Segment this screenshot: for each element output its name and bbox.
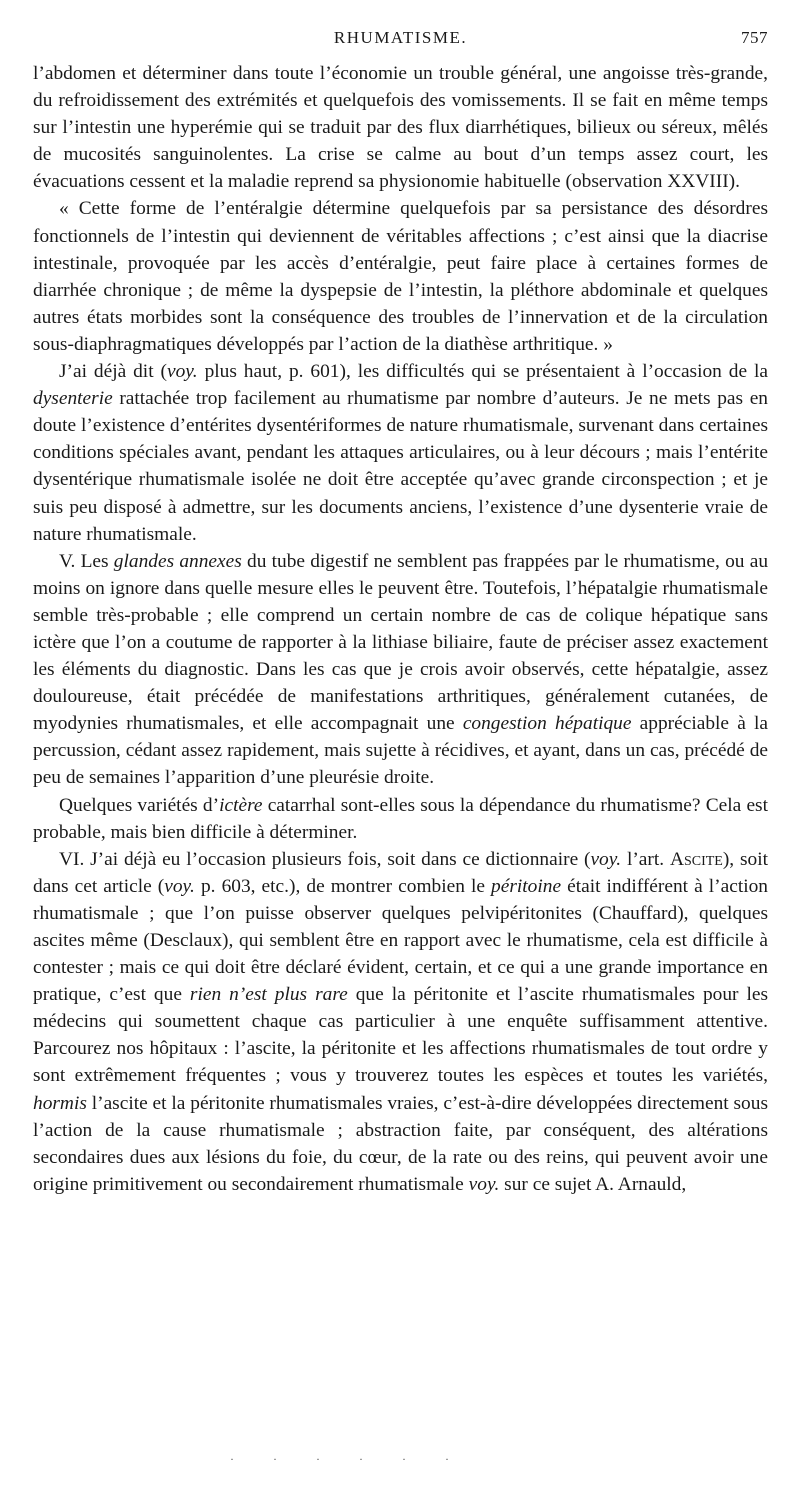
italic-text: voy. — [166, 361, 198, 383]
text-run: était indifférent à l’action rhumatismale ; que l’on puisse observer quelques pelvipéritonites (Chauffard), quelques ascites même (Desclaux), qui semblent être en rapport avec le rhumatisme, cela est difficile à contester ; mais ce qui doit être déclaré évident, certain, et ce qui a une grande importance en pratique, c’est que — [33, 875, 768, 1006]
italic-text: congestion hépatique — [462, 713, 632, 735]
italic-text: hormis — [33, 1092, 87, 1114]
text-run: p. 603, etc.), de montrer combien le — [194, 875, 492, 897]
italic-text: glandes annexes — [113, 550, 242, 572]
italic-text: dysenterie — [33, 388, 113, 410]
text-run: du tube digestif ne semblent pas frappées par le rhumatisme, ou au moins on ignore dans quelle mesure elles le peuvent être. Toutefois, l’hépatalgie rhumatismale semble très-probable ; elle comprend un certain nombre de cas de colique hépatique sans ictère que l’on a coutume de rapporter à la lithiase biliaire, faute de préciser assez exactement les éléments du diagnostic. Dans les cas que je crois avoir observés, cette hépatalgie, assez douloureuse, était précédée de manifestations arthritiques, généralement cutanées, de myodynies rhumatismales, et elle accompagnait une — [33, 550, 769, 735]
body-text — [33, 60, 768, 1198]
text-run: que la péritonite et l’ascite rhumatismales pour les médecins qui soumettent chaque cas particulier à une enquête suffisamment attentive. Parcourez nos hôpitaux : l’ascite, la péritonite et les affections rhumatismales de tout ordre y sont extrêmement fréquentes ; vous y trouverez toutes les espèces et toutes les variétés, — [33, 984, 769, 1087]
running-head — [33, 28, 768, 56]
text-run: J’ai déjà dit ( — [59, 361, 167, 383]
text-run: plus haut, p. 601), les difficultés qui se présentaient à l’occasion de la — [197, 361, 768, 383]
running-title: RHUMATISME. — [333, 28, 468, 47]
text-run: VI. J’ai déjà eu l’occasion plusieurs fois, soit dans ce dictionnaire ( — [59, 848, 591, 870]
italic-text: ictère — [219, 794, 263, 816]
page-number: 757 — [741, 28, 768, 47]
italic-text: voy. — [590, 848, 622, 870]
text-run: rattachée trop facilement au rhumatisme par nombre d’auteurs. Je ne mets pas en doute l’existence d’entérites dysentériformes de nature rhumatismale, survenant dans certaines conditions spéciales avant, pendant les attaques articulaires, ou à leur décours ; mais l’entérite dysentérique rhumatismale isolée ne doit être acceptée qu’avec grande circonspection ; et je suis peu disposé à admettre, sur les documents anciens, l’existence d’une dysenterie vraie de nature rhumatismale. — [33, 388, 768, 545]
italic-text: rien n’est plus rare — [189, 984, 348, 1006]
text-run: sur ce sujet A. Arnauld, — [499, 1173, 687, 1195]
book-page — [33, 28, 768, 1198]
text-run: catarrhal sont-elles sous la dépendance du rhumatisme? Cela est probable, mais bien difficile à déterminer. — [33, 794, 768, 843]
italic-text: péritoine — [491, 875, 562, 897]
text-run: l’abdomen et déterminer dans toute l’économie un trouble général, une angoisse très-grande, du refroidissement des extrémités et quelquefois des vomissements. Il se fait en même temps sur l’intestin une hyperémie qui se traduit par des flux diarrhétiques, bilieux ou séreux, mêlés de mucosités sanguinolentes. La crise se calme au bout d’un temps assez court, les évacuations cessent et la maladie reprend sa physionomie habituelle (observation XXVIII). — [33, 63, 768, 193]
paragraph — [33, 792, 768, 846]
italic-text: voy. — [164, 875, 195, 897]
paragraph — [33, 846, 768, 1198]
paragraph — [33, 548, 768, 792]
italic-text: voy. — [468, 1173, 500, 1195]
paragraph — [33, 358, 768, 548]
text-run: « Cette forme de l’entéralgie détermine quelquefois par sa persistance des désordres fonctionnels de l’intestin qui deviennent de véritables affections ; c’est ainsi que la diacrise intestinale, provoquée par les accès d’entéralgie, peut faire place à certaines formes de diarrhée chronique ; de même la dyspepsie de l’intestin, la pléthore abdominale et quelques autres états morbides sont la conséquence des troubles de l’innervation et de la circulation sous-diaphragmatiques développés par l’action de la diathèse arthritique. » — [33, 198, 768, 355]
text-run: V. Les — [59, 550, 114, 572]
text-run: l’art. — [621, 848, 670, 870]
text-run: Quelques variétés d’ — [59, 794, 220, 816]
text-run: appréciable à la percussion, cédant assez rapidement, mais sujette à récidives, et ayant, dans un cas, précédé de peu de semaines l’apparition d’une pleurésie droite. — [33, 713, 768, 789]
paragraph — [33, 60, 768, 195]
text-run: ), soit dans cet article ( — [33, 848, 768, 897]
bottom-specks: · · · · · · — [230, 1452, 467, 1466]
paragraph — [33, 195, 768, 358]
text-run: l’ascite et la péritonite rhumatismales vraies, c’est-à-dire développées directement sous l’action de la cause rhumatismale ; abstraction faite, par conséquent, des altérations secondaires dues aux lésions du foie, du cœur, de la rate ou des reins, qui peuvent avoir une origine primitivement ou secondairement rhumatismale — [33, 1092, 768, 1195]
small-caps-text: Ascite — [669, 848, 723, 870]
